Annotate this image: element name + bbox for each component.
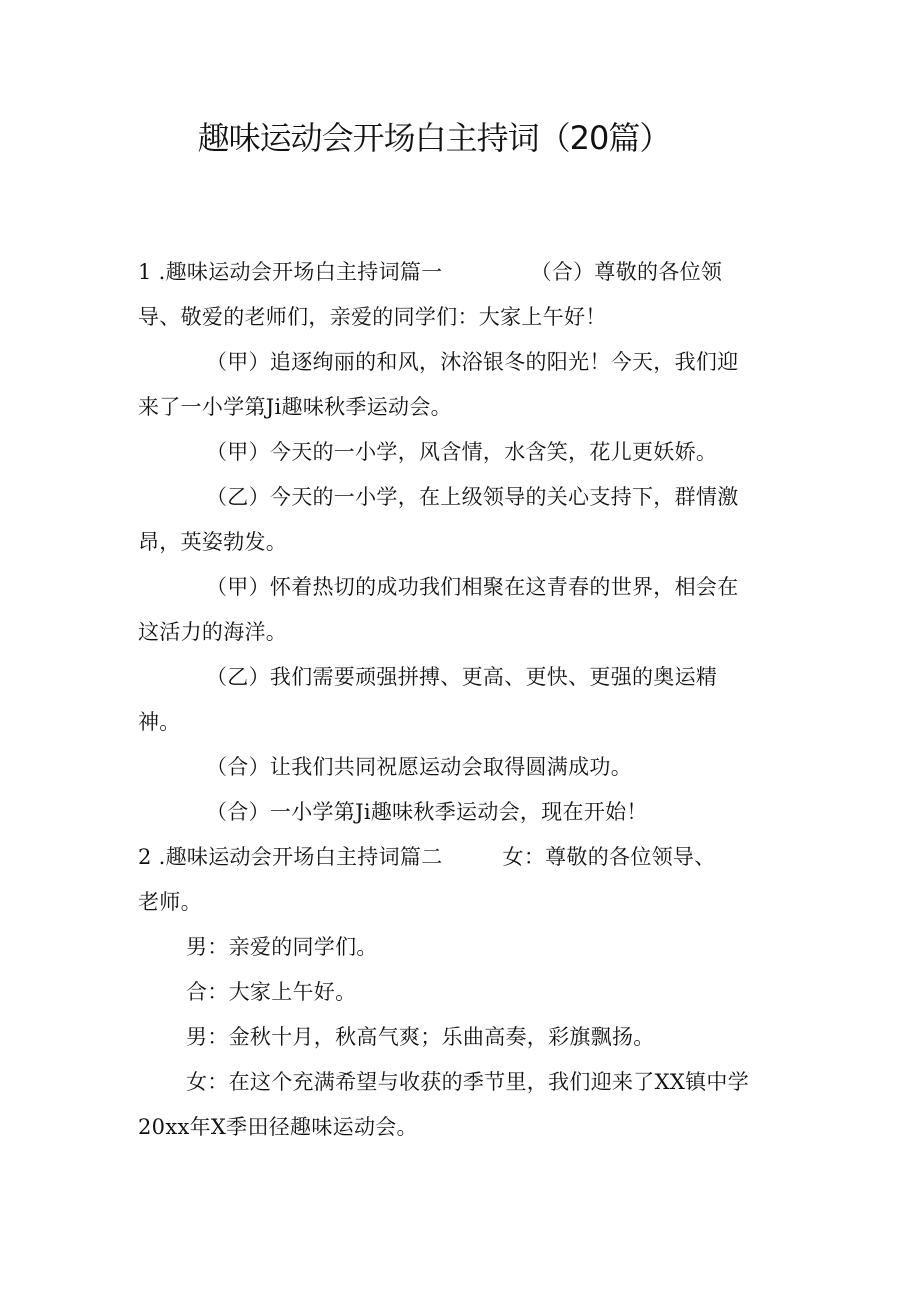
section-2-first-text: 女：尊敬的各位领导、 (502, 845, 716, 869)
section-1-line-10: （合）让我们共同祝愿运动会取得圆满成功。 (206, 755, 632, 779)
section-1-heading-line (138, 250, 788, 295)
section-1-heading: 1 .趣味运动会开场白主持词篇一 (138, 260, 443, 284)
section-2-line-4: 女：在这个充满希望与收获的季节里，我们迎来了XX镇中学 (186, 1070, 749, 1094)
section-1-line-3: （甲）今天的一小学，风含情，水含笑，花儿更妖娇。 (206, 440, 718, 464)
section-2-heading-line (138, 835, 788, 880)
section-2-line-5: 20xx年X季田径趣味运动会。 (138, 1115, 418, 1139)
section-1-line-8: （乙）我们需要顽强拼搏、更高、更快、更强的奥运精 (206, 665, 718, 689)
section-1-line-2: 来了一小学第Ji趣味秋季运动会。 (138, 395, 452, 419)
document-body (138, 250, 788, 1150)
section-1-first-text: （合）尊敬的各位领 (530, 260, 723, 284)
section-2-line-1: 男：亲爱的同学们。 (186, 935, 378, 959)
section-1-line-1: （甲）追逐绚丽的和风，沐浴银冬的阳光！今天，我们迎 (206, 350, 739, 374)
section-1-line-7: 这活力的海洋。 (138, 620, 288, 644)
section-1-line-4: （乙）今天的一小学，在上级领导的关心支持下，群情激 (206, 485, 739, 509)
section-1-line-9: 神。 (138, 710, 181, 734)
section-2-first-cont: 老师。 (138, 890, 202, 914)
section-2-line-3: 男：金秋十月，秋高气爽；乐曲高奏，彩旗飘扬。 (186, 1025, 655, 1049)
section-2-line-2: 合：大家上午好。 (186, 980, 357, 1004)
document-title: 趣味运动会开场白主持词（20篇） (197, 119, 671, 157)
section-1-first-cont: 导、敬爱的老师们，亲爱的同学们：大家上午好！ (138, 305, 607, 329)
section-1-line-11: （合）一小学第Ji趣味秋季运动会，现在开始！ (206, 800, 648, 824)
section-1-line-6: （甲）怀着热切的成功我们相聚在这青春的世界，相会在 (206, 575, 739, 599)
section-1-line-5: 昂，英姿勃发。 (138, 530, 288, 554)
section-2-heading: 2 .趣味运动会开场白主持词篇二 (138, 845, 443, 869)
